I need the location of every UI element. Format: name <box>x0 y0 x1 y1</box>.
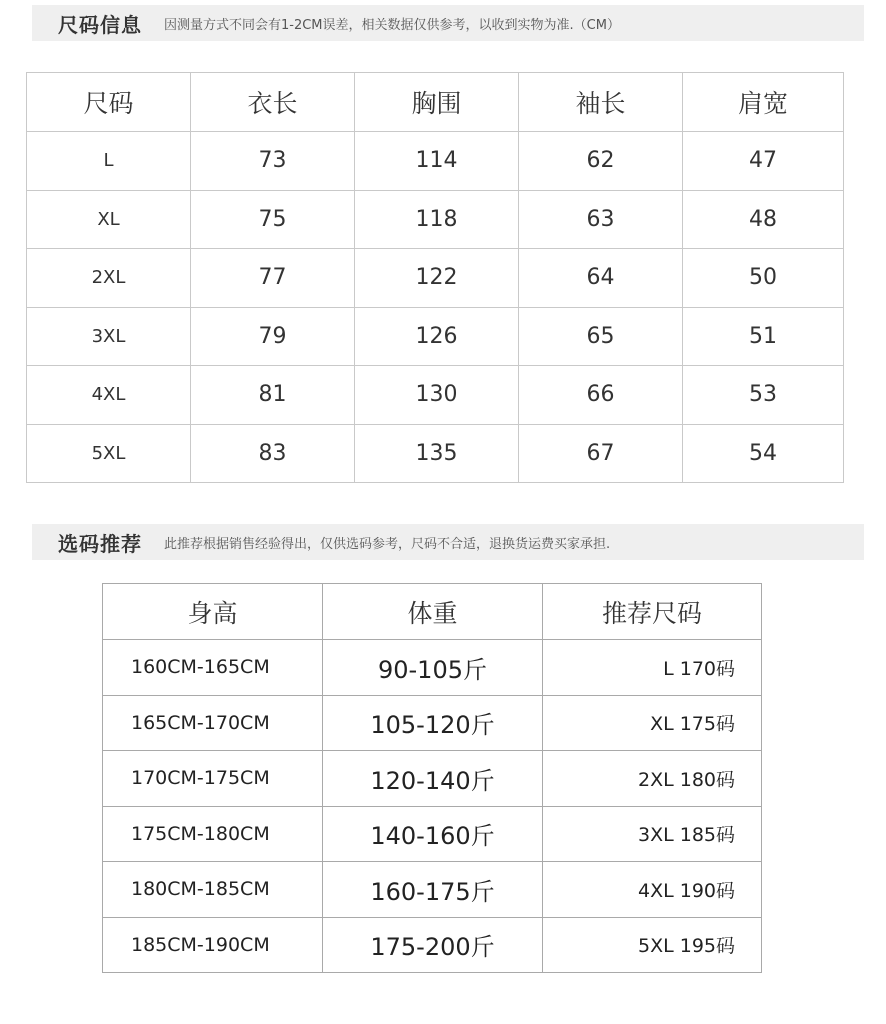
shoulder-cell: 54 <box>683 424 844 483</box>
chest-cell: 122 <box>355 249 519 308</box>
size-table <box>26 72 844 483</box>
size-table-header-row <box>27 73 844 132</box>
shoulder-cell: 48 <box>683 190 844 249</box>
table-row <box>27 307 844 366</box>
table-row <box>103 917 762 973</box>
size-info-note: 因测量方式不同会有1-2CM误差，相关数据仅供参考，以收到实物为准.（CM） <box>164 17 620 33</box>
chest-cell: 135 <box>355 424 519 483</box>
chest-cell: 114 <box>355 132 519 191</box>
table-row <box>27 366 844 425</box>
length-cell: 73 <box>191 132 355 191</box>
header-cell-shoulder: 肩宽 <box>683 73 844 132</box>
weight-cell: 175-200斤 <box>323 917 543 973</box>
table-row <box>27 249 844 308</box>
recommend-note: 此推荐根据销售经验得出，仅供选码参考，尺码不合适，退换货运费买家承担. <box>164 536 611 552</box>
table-row <box>103 640 762 696</box>
table-row <box>27 132 844 191</box>
recommended-size-cell: 2XL 180码 <box>543 751 762 807</box>
recommend-title: 选码推荐 <box>58 531 142 556</box>
sleeve-cell: 63 <box>519 190 683 249</box>
header-cell-height: 身高 <box>103 584 323 640</box>
length-cell: 79 <box>191 307 355 366</box>
length-cell: 83 <box>191 424 355 483</box>
header-cell-weight: 体重 <box>323 584 543 640</box>
size-info-banner <box>32 5 864 41</box>
length-cell: 75 <box>191 190 355 249</box>
sleeve-cell: 62 <box>519 132 683 191</box>
recommend-table <box>102 583 762 973</box>
table-row <box>27 424 844 483</box>
weight-cell: 90-105斤 <box>323 640 543 696</box>
sleeve-cell: 66 <box>519 366 683 425</box>
recommended-size-cell: XL 175码 <box>543 695 762 751</box>
recommended-size-cell: L 170码 <box>543 640 762 696</box>
size-cell: XL <box>27 190 191 249</box>
height-cell: 165CM-170CM <box>103 695 323 751</box>
size-cell: 3XL <box>27 307 191 366</box>
header-cell-length: 衣长 <box>191 73 355 132</box>
weight-cell: 160-175斤 <box>323 862 543 918</box>
shoulder-cell: 47 <box>683 132 844 191</box>
shoulder-cell: 53 <box>683 366 844 425</box>
table-row <box>27 190 844 249</box>
size-cell: 5XL <box>27 424 191 483</box>
recommended-size-cell: 5XL 195码 <box>543 917 762 973</box>
length-cell: 77 <box>191 249 355 308</box>
header-cell-recommended-size: 推荐尺码 <box>543 584 762 640</box>
chest-cell: 130 <box>355 366 519 425</box>
size-cell: 4XL <box>27 366 191 425</box>
height-cell: 175CM-180CM <box>103 806 323 862</box>
weight-cell: 120-140斤 <box>323 751 543 807</box>
height-cell: 180CM-185CM <box>103 862 323 918</box>
header-cell-size: 尺码 <box>27 73 191 132</box>
recommended-size-cell: 3XL 185码 <box>543 806 762 862</box>
size-cell: 2XL <box>27 249 191 308</box>
recommended-size-cell: 4XL 190码 <box>543 862 762 918</box>
sleeve-cell: 64 <box>519 249 683 308</box>
weight-cell: 140-160斤 <box>323 806 543 862</box>
height-cell: 160CM-165CM <box>103 640 323 696</box>
length-cell: 81 <box>191 366 355 425</box>
size-cell: L <box>27 132 191 191</box>
header-cell-sleeve: 袖长 <box>519 73 683 132</box>
weight-cell: 105-120斤 <box>323 695 543 751</box>
chest-cell: 126 <box>355 307 519 366</box>
shoulder-cell: 51 <box>683 307 844 366</box>
height-cell: 170CM-175CM <box>103 751 323 807</box>
table-row <box>103 695 762 751</box>
sleeve-cell: 65 <box>519 307 683 366</box>
table-row <box>103 862 762 918</box>
header-cell-chest: 胸围 <box>355 73 519 132</box>
size-info-title: 尺码信息 <box>58 12 142 37</box>
table-row <box>103 751 762 807</box>
height-cell: 185CM-190CM <box>103 917 323 973</box>
shoulder-cell: 50 <box>683 249 844 308</box>
chest-cell: 118 <box>355 190 519 249</box>
recommend-header-row <box>103 584 762 640</box>
table-row <box>103 806 762 862</box>
sleeve-cell: 67 <box>519 424 683 483</box>
recommend-banner <box>32 524 864 560</box>
